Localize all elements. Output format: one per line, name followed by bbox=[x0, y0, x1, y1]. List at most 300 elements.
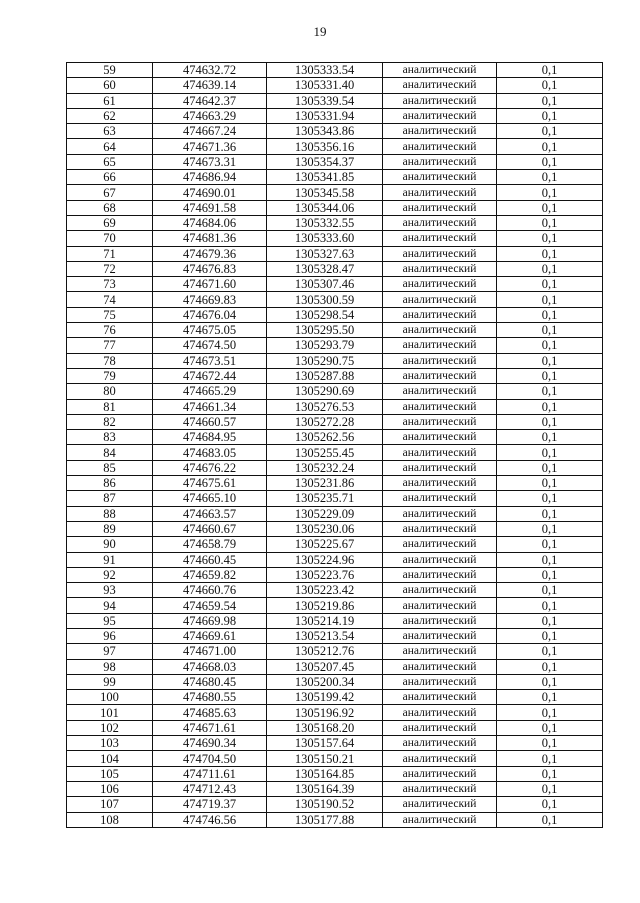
table-row bbox=[67, 63, 603, 78]
x-coordinate-cell: 474672.44 bbox=[153, 368, 267, 383]
table-row bbox=[67, 476, 603, 491]
y-coordinate-cell: 1305219.86 bbox=[267, 598, 383, 613]
method-cell: аналитический bbox=[383, 170, 497, 185]
y-coordinate-cell: 1305207.45 bbox=[267, 659, 383, 674]
method-cell: аналитический bbox=[383, 781, 497, 796]
x-coordinate-cell: 474680.55 bbox=[153, 690, 267, 705]
point-number-cell: 85 bbox=[67, 460, 153, 475]
method-cell: аналитический bbox=[383, 445, 497, 460]
y-coordinate-cell: 1305164.39 bbox=[267, 781, 383, 796]
table-row bbox=[67, 705, 603, 720]
x-coordinate-cell: 474659.54 bbox=[153, 598, 267, 613]
table-row bbox=[67, 720, 603, 735]
x-coordinate-cell: 474669.98 bbox=[153, 613, 267, 628]
point-number-cell: 80 bbox=[67, 384, 153, 399]
x-coordinate-cell: 474676.04 bbox=[153, 307, 267, 322]
y-coordinate-cell: 1305196.92 bbox=[267, 705, 383, 720]
accuracy-cell: 0,1 bbox=[497, 460, 603, 475]
y-coordinate-cell: 1305229.09 bbox=[267, 506, 383, 521]
y-coordinate-cell: 1305199.42 bbox=[267, 690, 383, 705]
y-coordinate-cell: 1305232.24 bbox=[267, 460, 383, 475]
point-number-cell: 101 bbox=[67, 705, 153, 720]
x-coordinate-cell: 474685.63 bbox=[153, 705, 267, 720]
point-number-cell: 87 bbox=[67, 491, 153, 506]
point-number-cell: 93 bbox=[67, 583, 153, 598]
accuracy-cell: 0,1 bbox=[497, 476, 603, 491]
accuracy-cell: 0,1 bbox=[497, 323, 603, 338]
y-coordinate-cell: 1305200.34 bbox=[267, 674, 383, 689]
accuracy-cell: 0,1 bbox=[497, 154, 603, 169]
point-number-cell: 72 bbox=[67, 261, 153, 276]
y-coordinate-cell: 1305225.67 bbox=[267, 537, 383, 552]
method-cell: аналитический bbox=[383, 124, 497, 139]
x-coordinate-cell: 474691.58 bbox=[153, 200, 267, 215]
method-cell: аналитический bbox=[383, 368, 497, 383]
x-coordinate-cell: 474669.61 bbox=[153, 628, 267, 643]
accuracy-cell: 0,1 bbox=[497, 674, 603, 689]
table-row bbox=[67, 430, 603, 445]
point-number-cell: 68 bbox=[67, 200, 153, 215]
x-coordinate-cell: 474663.29 bbox=[153, 108, 267, 123]
x-coordinate-cell: 474660.67 bbox=[153, 521, 267, 536]
accuracy-cell: 0,1 bbox=[497, 567, 603, 582]
x-coordinate-cell: 474690.01 bbox=[153, 185, 267, 200]
table-row bbox=[67, 384, 603, 399]
table-row bbox=[67, 644, 603, 659]
y-coordinate-cell: 1305213.54 bbox=[267, 628, 383, 643]
method-cell: аналитический bbox=[383, 659, 497, 674]
x-coordinate-cell: 474686.94 bbox=[153, 170, 267, 185]
method-cell: аналитический bbox=[383, 246, 497, 261]
method-cell: аналитический bbox=[383, 231, 497, 246]
table-row bbox=[67, 200, 603, 215]
y-coordinate-cell: 1305339.54 bbox=[267, 93, 383, 108]
accuracy-cell: 0,1 bbox=[497, 108, 603, 123]
table-row bbox=[67, 108, 603, 123]
x-coordinate-cell: 474660.45 bbox=[153, 552, 267, 567]
x-coordinate-cell: 474704.50 bbox=[153, 751, 267, 766]
accuracy-cell: 0,1 bbox=[497, 613, 603, 628]
table-row bbox=[67, 231, 603, 246]
accuracy-cell: 0,1 bbox=[497, 414, 603, 429]
method-cell: аналитический bbox=[383, 215, 497, 230]
method-cell: аналитический bbox=[383, 674, 497, 689]
table-row bbox=[67, 567, 603, 582]
point-number-cell: 84 bbox=[67, 445, 153, 460]
table-row bbox=[67, 491, 603, 506]
accuracy-cell: 0,1 bbox=[497, 552, 603, 567]
y-coordinate-cell: 1305231.86 bbox=[267, 476, 383, 491]
y-coordinate-cell: 1305255.45 bbox=[267, 445, 383, 460]
point-number-cell: 73 bbox=[67, 277, 153, 292]
y-coordinate-cell: 1305331.94 bbox=[267, 108, 383, 123]
accuracy-cell: 0,1 bbox=[497, 537, 603, 552]
table-row bbox=[67, 552, 603, 567]
table-row bbox=[67, 674, 603, 689]
accuracy-cell: 0,1 bbox=[497, 583, 603, 598]
table-row bbox=[67, 766, 603, 781]
table-row bbox=[67, 736, 603, 751]
table-row bbox=[67, 246, 603, 261]
point-number-cell: 69 bbox=[67, 215, 153, 230]
x-coordinate-cell: 474675.61 bbox=[153, 476, 267, 491]
table-row bbox=[67, 613, 603, 628]
accuracy-cell: 0,1 bbox=[497, 292, 603, 307]
table-row bbox=[67, 399, 603, 414]
point-number-cell: 96 bbox=[67, 628, 153, 643]
x-coordinate-cell: 474668.03 bbox=[153, 659, 267, 674]
x-coordinate-cell: 474674.50 bbox=[153, 338, 267, 353]
point-number-cell: 95 bbox=[67, 613, 153, 628]
y-coordinate-cell: 1305327.63 bbox=[267, 246, 383, 261]
y-coordinate-cell: 1305168.20 bbox=[267, 720, 383, 735]
method-cell: аналитический bbox=[383, 598, 497, 613]
method-cell: аналитический bbox=[383, 690, 497, 705]
method-cell: аналитический bbox=[383, 399, 497, 414]
x-coordinate-cell: 474658.79 bbox=[153, 537, 267, 552]
accuracy-cell: 0,1 bbox=[497, 353, 603, 368]
accuracy-cell: 0,1 bbox=[497, 246, 603, 261]
accuracy-cell: 0,1 bbox=[497, 261, 603, 276]
table-row bbox=[67, 139, 603, 154]
accuracy-cell: 0,1 bbox=[497, 491, 603, 506]
table-row bbox=[67, 506, 603, 521]
x-coordinate-cell: 474681.36 bbox=[153, 231, 267, 246]
method-cell: аналитический bbox=[383, 537, 497, 552]
coordinates-table-body bbox=[67, 63, 603, 828]
point-number-cell: 62 bbox=[67, 108, 153, 123]
point-number-cell: 89 bbox=[67, 521, 153, 536]
accuracy-cell: 0,1 bbox=[497, 812, 603, 827]
x-coordinate-cell: 474675.05 bbox=[153, 323, 267, 338]
table-row bbox=[67, 185, 603, 200]
table-row bbox=[67, 277, 603, 292]
point-number-cell: 60 bbox=[67, 78, 153, 93]
y-coordinate-cell: 1305276.53 bbox=[267, 399, 383, 414]
accuracy-cell: 0,1 bbox=[497, 277, 603, 292]
accuracy-cell: 0,1 bbox=[497, 751, 603, 766]
point-number-cell: 94 bbox=[67, 598, 153, 613]
method-cell: аналитический bbox=[383, 506, 497, 521]
y-coordinate-cell: 1305344.06 bbox=[267, 200, 383, 215]
method-cell: аналитический bbox=[383, 797, 497, 812]
x-coordinate-cell: 474667.24 bbox=[153, 124, 267, 139]
method-cell: аналитический bbox=[383, 292, 497, 307]
accuracy-cell: 0,1 bbox=[497, 720, 603, 735]
accuracy-cell: 0,1 bbox=[497, 644, 603, 659]
x-coordinate-cell: 474632.72 bbox=[153, 63, 267, 78]
method-cell: аналитический bbox=[383, 736, 497, 751]
point-number-cell: 77 bbox=[67, 338, 153, 353]
accuracy-cell: 0,1 bbox=[497, 93, 603, 108]
point-number-cell: 76 bbox=[67, 323, 153, 338]
y-coordinate-cell: 1305190.52 bbox=[267, 797, 383, 812]
table-row bbox=[67, 797, 603, 812]
accuracy-cell: 0,1 bbox=[497, 185, 603, 200]
x-coordinate-cell: 474665.29 bbox=[153, 384, 267, 399]
y-coordinate-cell: 1305300.59 bbox=[267, 292, 383, 307]
method-cell: аналитический bbox=[383, 583, 497, 598]
point-number-cell: 100 bbox=[67, 690, 153, 705]
table-row bbox=[67, 628, 603, 643]
y-coordinate-cell: 1305214.19 bbox=[267, 613, 383, 628]
method-cell: аналитический bbox=[383, 414, 497, 429]
y-coordinate-cell: 1305287.88 bbox=[267, 368, 383, 383]
x-coordinate-cell: 474663.57 bbox=[153, 506, 267, 521]
x-coordinate-cell: 474690.34 bbox=[153, 736, 267, 751]
accuracy-cell: 0,1 bbox=[497, 797, 603, 812]
x-coordinate-cell: 474676.22 bbox=[153, 460, 267, 475]
y-coordinate-cell: 1305157.64 bbox=[267, 736, 383, 751]
point-number-cell: 78 bbox=[67, 353, 153, 368]
x-coordinate-cell: 474680.45 bbox=[153, 674, 267, 689]
method-cell: аналитический bbox=[383, 476, 497, 491]
accuracy-cell: 0,1 bbox=[497, 63, 603, 78]
method-cell: аналитический bbox=[383, 261, 497, 276]
x-coordinate-cell: 474673.51 bbox=[153, 353, 267, 368]
point-number-cell: 88 bbox=[67, 506, 153, 521]
table-row bbox=[67, 537, 603, 552]
table-row bbox=[67, 414, 603, 429]
accuracy-cell: 0,1 bbox=[497, 215, 603, 230]
y-coordinate-cell: 1305223.42 bbox=[267, 583, 383, 598]
method-cell: аналитический bbox=[383, 185, 497, 200]
accuracy-cell: 0,1 bbox=[497, 766, 603, 781]
accuracy-cell: 0,1 bbox=[497, 124, 603, 139]
point-number-cell: 98 bbox=[67, 659, 153, 674]
accuracy-cell: 0,1 bbox=[497, 78, 603, 93]
accuracy-cell: 0,1 bbox=[497, 628, 603, 643]
x-coordinate-cell: 474684.95 bbox=[153, 430, 267, 445]
accuracy-cell: 0,1 bbox=[497, 659, 603, 674]
accuracy-cell: 0,1 bbox=[497, 200, 603, 215]
y-coordinate-cell: 1305262.56 bbox=[267, 430, 383, 445]
method-cell: аналитический bbox=[383, 491, 497, 506]
method-cell: аналитический bbox=[383, 323, 497, 338]
y-coordinate-cell: 1305235.71 bbox=[267, 491, 383, 506]
x-coordinate-cell: 474660.57 bbox=[153, 414, 267, 429]
point-number-cell: 59 bbox=[67, 63, 153, 78]
x-coordinate-cell: 474684.06 bbox=[153, 215, 267, 230]
point-number-cell: 97 bbox=[67, 644, 153, 659]
y-coordinate-cell: 1305332.55 bbox=[267, 215, 383, 230]
method-cell: аналитический bbox=[383, 338, 497, 353]
accuracy-cell: 0,1 bbox=[497, 307, 603, 322]
y-coordinate-cell: 1305328.47 bbox=[267, 261, 383, 276]
table-row bbox=[67, 368, 603, 383]
point-number-cell: 61 bbox=[67, 93, 153, 108]
method-cell: аналитический bbox=[383, 521, 497, 536]
y-coordinate-cell: 1305212.76 bbox=[267, 644, 383, 659]
method-cell: аналитический bbox=[383, 567, 497, 582]
point-number-cell: 66 bbox=[67, 170, 153, 185]
method-cell: аналитический bbox=[383, 78, 497, 93]
accuracy-cell: 0,1 bbox=[497, 781, 603, 796]
point-number-cell: 103 bbox=[67, 736, 153, 751]
y-coordinate-cell: 1305224.96 bbox=[267, 552, 383, 567]
page-number: 19 bbox=[313, 24, 327, 39]
accuracy-cell: 0,1 bbox=[497, 384, 603, 399]
table-row bbox=[67, 124, 603, 139]
y-coordinate-cell: 1305345.58 bbox=[267, 185, 383, 200]
point-number-cell: 75 bbox=[67, 307, 153, 322]
method-cell: аналитический bbox=[383, 154, 497, 169]
table-row bbox=[67, 93, 603, 108]
method-cell: аналитический bbox=[383, 277, 497, 292]
table-row bbox=[67, 154, 603, 169]
x-coordinate-cell: 474665.10 bbox=[153, 491, 267, 506]
y-coordinate-cell: 1305341.85 bbox=[267, 170, 383, 185]
table-row bbox=[67, 583, 603, 598]
y-coordinate-cell: 1305295.50 bbox=[267, 323, 383, 338]
accuracy-cell: 0,1 bbox=[497, 430, 603, 445]
table-row bbox=[67, 690, 603, 705]
method-cell: аналитический bbox=[383, 460, 497, 475]
x-coordinate-cell: 474661.34 bbox=[153, 399, 267, 414]
method-cell: аналитический bbox=[383, 705, 497, 720]
accuracy-cell: 0,1 bbox=[497, 705, 603, 720]
point-number-cell: 67 bbox=[67, 185, 153, 200]
table-row bbox=[67, 353, 603, 368]
method-cell: аналитический bbox=[383, 644, 497, 659]
y-coordinate-cell: 1305290.69 bbox=[267, 384, 383, 399]
coordinates-table bbox=[66, 62, 603, 828]
method-cell: аналитический bbox=[383, 353, 497, 368]
method-cell: аналитический bbox=[383, 812, 497, 827]
method-cell: аналитический bbox=[383, 552, 497, 567]
method-cell: аналитический bbox=[383, 93, 497, 108]
point-number-cell: 99 bbox=[67, 674, 153, 689]
method-cell: аналитический bbox=[383, 628, 497, 643]
y-coordinate-cell: 1305331.40 bbox=[267, 78, 383, 93]
y-coordinate-cell: 1305230.06 bbox=[267, 521, 383, 536]
x-coordinate-cell: 474669.83 bbox=[153, 292, 267, 307]
table-row bbox=[67, 521, 603, 536]
point-number-cell: 105 bbox=[67, 766, 153, 781]
table-row bbox=[67, 170, 603, 185]
accuracy-cell: 0,1 bbox=[497, 368, 603, 383]
x-coordinate-cell: 474673.31 bbox=[153, 154, 267, 169]
y-coordinate-cell: 1305354.37 bbox=[267, 154, 383, 169]
x-coordinate-cell: 474642.37 bbox=[153, 93, 267, 108]
table-row bbox=[67, 751, 603, 766]
y-coordinate-cell: 1305343.86 bbox=[267, 124, 383, 139]
y-coordinate-cell: 1305223.76 bbox=[267, 567, 383, 582]
y-coordinate-cell: 1305333.60 bbox=[267, 231, 383, 246]
point-number-cell: 71 bbox=[67, 246, 153, 261]
point-number-cell: 107 bbox=[67, 797, 153, 812]
accuracy-cell: 0,1 bbox=[497, 736, 603, 751]
y-coordinate-cell: 1305333.54 bbox=[267, 63, 383, 78]
accuracy-cell: 0,1 bbox=[497, 598, 603, 613]
x-coordinate-cell: 474660.76 bbox=[153, 583, 267, 598]
x-coordinate-cell: 474671.60 bbox=[153, 277, 267, 292]
point-number-cell: 63 bbox=[67, 124, 153, 139]
point-number-cell: 74 bbox=[67, 292, 153, 307]
x-coordinate-cell: 474711.61 bbox=[153, 766, 267, 781]
table-row bbox=[67, 598, 603, 613]
y-coordinate-cell: 1305293.79 bbox=[267, 338, 383, 353]
method-cell: аналитический bbox=[383, 63, 497, 78]
accuracy-cell: 0,1 bbox=[497, 139, 603, 154]
y-coordinate-cell: 1305298.54 bbox=[267, 307, 383, 322]
point-number-cell: 83 bbox=[67, 430, 153, 445]
x-coordinate-cell: 474671.36 bbox=[153, 139, 267, 154]
table-row bbox=[67, 445, 603, 460]
x-coordinate-cell: 474671.61 bbox=[153, 720, 267, 735]
y-coordinate-cell: 1305272.28 bbox=[267, 414, 383, 429]
x-coordinate-cell: 474639.14 bbox=[153, 78, 267, 93]
method-cell: аналитический bbox=[383, 108, 497, 123]
accuracy-cell: 0,1 bbox=[497, 338, 603, 353]
point-number-cell: 65 bbox=[67, 154, 153, 169]
method-cell: аналитический bbox=[383, 139, 497, 154]
x-coordinate-cell: 474746.56 bbox=[153, 812, 267, 827]
point-number-cell: 70 bbox=[67, 231, 153, 246]
method-cell: аналитический bbox=[383, 384, 497, 399]
y-coordinate-cell: 1305177.88 bbox=[267, 812, 383, 827]
table-row bbox=[67, 460, 603, 475]
x-coordinate-cell: 474712.43 bbox=[153, 781, 267, 796]
table-row bbox=[67, 781, 603, 796]
y-coordinate-cell: 1305164.85 bbox=[267, 766, 383, 781]
method-cell: аналитический bbox=[383, 613, 497, 628]
method-cell: аналитический bbox=[383, 307, 497, 322]
method-cell: аналитический bbox=[383, 766, 497, 781]
accuracy-cell: 0,1 bbox=[497, 445, 603, 460]
table-row bbox=[67, 261, 603, 276]
y-coordinate-cell: 1305356.16 bbox=[267, 139, 383, 154]
point-number-cell: 102 bbox=[67, 720, 153, 735]
x-coordinate-cell: 474659.82 bbox=[153, 567, 267, 582]
method-cell: аналитический bbox=[383, 430, 497, 445]
table-row bbox=[67, 292, 603, 307]
table-row bbox=[67, 307, 603, 322]
point-number-cell: 108 bbox=[67, 812, 153, 827]
point-number-cell: 64 bbox=[67, 139, 153, 154]
table-row bbox=[67, 323, 603, 338]
table-row bbox=[67, 812, 603, 827]
x-coordinate-cell: 474676.83 bbox=[153, 261, 267, 276]
method-cell: аналитический bbox=[383, 720, 497, 735]
point-number-cell: 82 bbox=[67, 414, 153, 429]
accuracy-cell: 0,1 bbox=[497, 506, 603, 521]
table-row bbox=[67, 659, 603, 674]
point-number-cell: 79 bbox=[67, 368, 153, 383]
point-number-cell: 91 bbox=[67, 552, 153, 567]
accuracy-cell: 0,1 bbox=[497, 521, 603, 536]
table-row bbox=[67, 215, 603, 230]
accuracy-cell: 0,1 bbox=[497, 170, 603, 185]
x-coordinate-cell: 474683.05 bbox=[153, 445, 267, 460]
point-number-cell: 106 bbox=[67, 781, 153, 796]
point-number-cell: 104 bbox=[67, 751, 153, 766]
table-row bbox=[67, 78, 603, 93]
table-row bbox=[67, 338, 603, 353]
method-cell: аналитический bbox=[383, 200, 497, 215]
x-coordinate-cell: 474719.37 bbox=[153, 797, 267, 812]
point-number-cell: 81 bbox=[67, 399, 153, 414]
x-coordinate-cell: 474679.36 bbox=[153, 246, 267, 261]
y-coordinate-cell: 1305290.75 bbox=[267, 353, 383, 368]
y-coordinate-cell: 1305307.46 bbox=[267, 277, 383, 292]
point-number-cell: 90 bbox=[67, 537, 153, 552]
accuracy-cell: 0,1 bbox=[497, 231, 603, 246]
accuracy-cell: 0,1 bbox=[497, 399, 603, 414]
y-coordinate-cell: 1305150.21 bbox=[267, 751, 383, 766]
x-coordinate-cell: 474671.00 bbox=[153, 644, 267, 659]
point-number-cell: 86 bbox=[67, 476, 153, 491]
